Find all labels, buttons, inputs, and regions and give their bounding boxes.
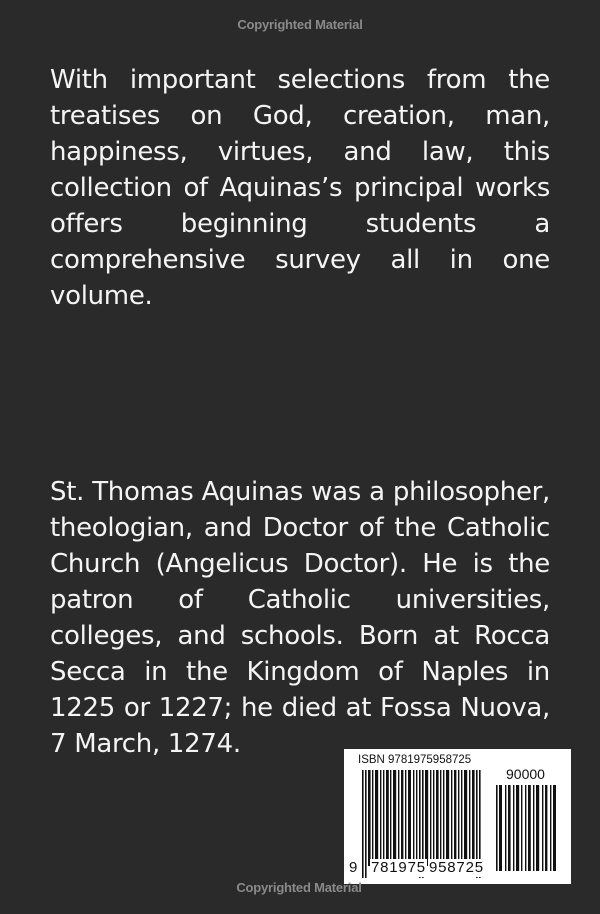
barcode-lead-digit: 9 — [349, 859, 358, 876]
isbn-label: ISBN 9781975958725 — [358, 754, 472, 766]
barcode-right-digits: 958725 — [429, 859, 484, 876]
blurb-paragraph-author-bio: St. Thomas Aquinas was a philosopher, theologian, and Doctor of the Catholic Church (Angelicus Doctor). He is the patron of Catholic universities, colleges, and schools. Born at Rocca Secca in the Kingdom of Naples in 1225 or 1227; he died at Fossa Nuova, 7 March, 1274. — [50, 477, 550, 759]
isbn-barcode — [344, 749, 571, 884]
price-addon-bars — [496, 785, 558, 871]
price-addon-code: 90000 — [506, 766, 545, 782]
barcode-left-digits: 781975 — [371, 859, 426, 876]
blurb-paragraph-summary: With important selections from the treatises on God, creation, man, happiness, virtues, and law, this collection of Aquinas’s principal works offers beginning students a comprehensive survey all in one volume. — [50, 65, 550, 311]
copyright-watermark-bottom: Copyrighted Material — [236, 880, 362, 895]
copyright-watermark-top: Copyrighted Material — [237, 17, 363, 32]
